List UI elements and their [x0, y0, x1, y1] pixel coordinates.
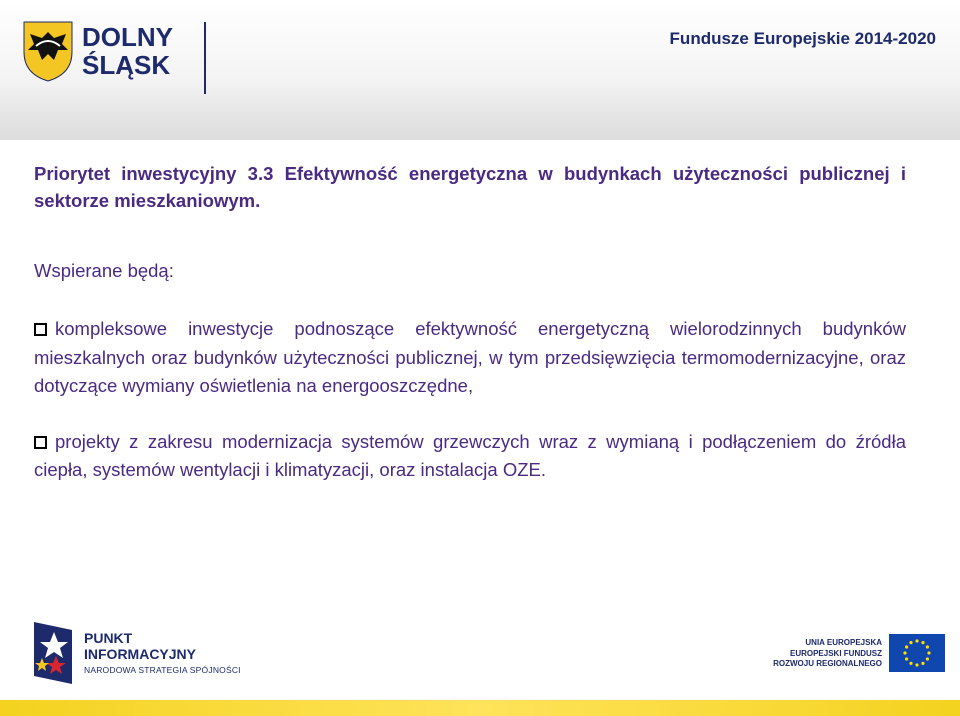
bullet-text: kompleksowe inwestycje podnoszące efektywność energetyczną wielorodzinnych budynków mieszkalnych oraz budynków użyteczności publicznej, w tym przedsięwzięcia termomodernizacyjne, oraz dotyczące wymiany oświetlenia na energooszczędne, [34, 318, 906, 396]
star-logo-icon [32, 620, 76, 686]
punkt-informacyjny-text [84, 630, 196, 662]
eu-line1: UNIA EUROPEJSKA [805, 638, 882, 647]
priority-title: Priorytet inwestycyjny 3.3 Efektywność energetyczna w budynkach użyteczności publicznej i sektorze mieszkaniowym. [34, 163, 906, 211]
eu-fund-text [770, 638, 882, 670]
dolny-slask-logo [22, 18, 202, 82]
funds-title: Fundusze Europejskie 2014-2020 [669, 29, 936, 48]
eu-line2: EUROPEJSKI FUNDUSZ [789, 648, 882, 658]
eu-flag-icon [889, 634, 945, 672]
logo-text-slask: ŚLĄSK [82, 50, 171, 80]
slide-content [34, 160, 906, 485]
punkt-informacyjny-logo [32, 618, 242, 690]
eu-line3: ROZWOJU REGIONALNEGO [773, 659, 882, 668]
checkbox-icon [34, 323, 47, 336]
bullet-item [34, 428, 906, 485]
logo-divider [204, 22, 206, 94]
support-heading: Wspierane będą: [34, 260, 174, 281]
eagle-crest-icon [24, 22, 72, 81]
checkbox-icon [34, 436, 47, 449]
nss-text: NARODOWA STRATEGIA SPÓJNOŚCI [84, 665, 241, 675]
punkt-line1: PUNKT [84, 630, 133, 646]
bottom-bar [0, 700, 960, 716]
bullet-item [34, 315, 906, 401]
punkt-line2: INFORMACYJNY [84, 646, 197, 662]
logo-text-dolny: DOLNY [82, 22, 173, 52]
bullet-text: projekty z zakresu modernizacja systemów grzewczych wraz z wymianą i podłączeniem do źródła ciepła, systemów wentylacji i klimatyzacji, oraz instalacja OZE. [34, 430, 906, 480]
